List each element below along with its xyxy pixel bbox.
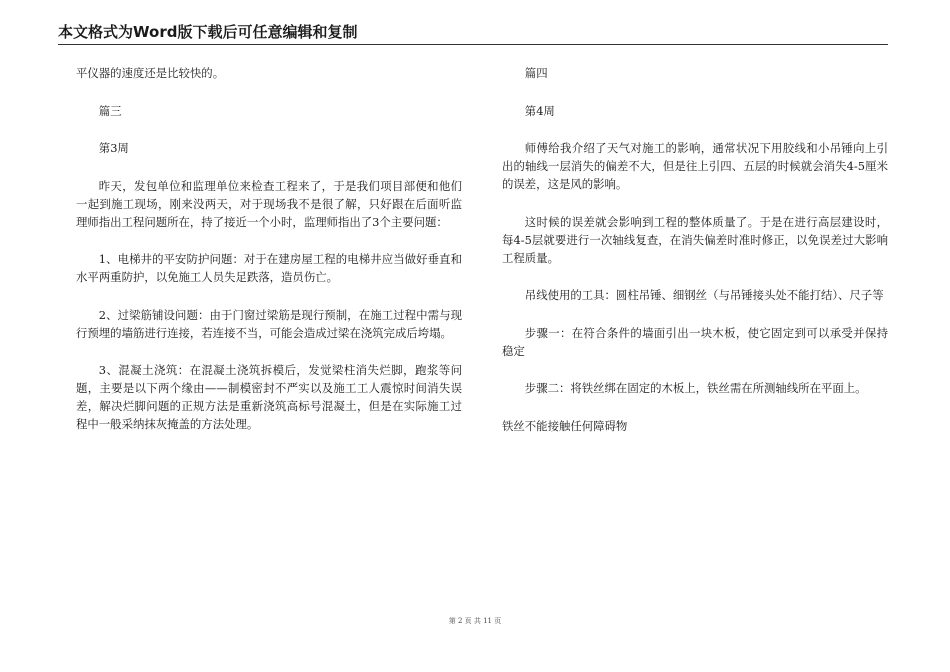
paragraph-weather-effect: 师傅给我介绍了天气对施工的影响，通常状况下用胶线和小吊锤向上引出的轴线一层消失的偏差不大，但是往上引四、五层的时候就会消失4-5厘米的误差，这是风的影响。 — [502, 141, 888, 191]
paragraph-issue-1: 1、电梯井的平安防护问题：对于在建房屋工程的电梯井应当做好垂直和水平两重防护，以免施工人员失足跌落，造员伤亡。 — [76, 252, 462, 284]
paragraph-continuation: 平仪器的速度还是比较快的。 — [76, 66, 225, 80]
page-number-footer: 第 2 页 共 11 页 — [448, 617, 502, 625]
paragraph-issue-2: 2、过梁筋铺设问题：由于门窗过梁筋是现行预制，在施工过程中需与现行预埋的墙筋进行连接，若连接不当，可能会造成过梁在浇筑完成后垮塌。 — [76, 307, 462, 340]
section-heading-part4: 篇四 — [524, 66, 548, 80]
week-heading-4: 第4周 — [524, 103, 555, 118]
paragraph-step-2: 步骤二：将铁丝绑在固定的木板上，铁丝需在所测轴线所在平面上。 — [524, 381, 867, 395]
right-text-column — [502, 64, 888, 454]
paragraph-issue-3: 3、混凝土浇筑：在混凝土浇筑拆模后，发觉梁柱消失烂脚，跑浆等问题，主要是以下两个缘由——制模密封不严实以及施工工人震惊时间消失误差，解决烂脚问题的正规方法是重新浇筑高标号混凝土，但是在实际施工过程中一般采纳抹灰掩盖的方法处理。 — [76, 363, 462, 431]
paragraph-wire-note: 铁丝不能接触任何障碍物 — [502, 418, 628, 433]
week-heading-3: 第3周 — [98, 141, 129, 155]
paragraph-axis-check: 这时候的误差就会影响到工程的整体质量了。于是在进行高层建设时，每4-5层就要进行一次轴线复查，在消失偏差时准时修正，以免误差过大影响工程质量。 — [502, 214, 888, 265]
paragraph-inspection: 昨天，发包单位和监理单位来检查工程来了，于是我们项目部便和他们一起到施工现场，刚来没两天，对于现场我不是很了解，只好跟在后面听监理师指出工程问题所在，持了接近一个小时，监理师指出了3个主要问题： — [76, 178, 462, 229]
section-heading-part3: 篇三 — [98, 103, 122, 118]
left-text-column — [76, 64, 462, 453]
paragraph-tools: 吊线使用的工具：圆柱吊锤、细钢丝（与吊锤接头处不能打结）、尺子等 — [524, 288, 884, 302]
document-header-title: 本文格式为Word版下载后可任意编辑和复制 — [58, 23, 358, 41]
header-divider — [58, 44, 888, 45]
paragraph-step-1: 步骤一：在符合条件的墙面引出一块木板，使它固定到可以承受并保持稳定 — [502, 325, 888, 358]
